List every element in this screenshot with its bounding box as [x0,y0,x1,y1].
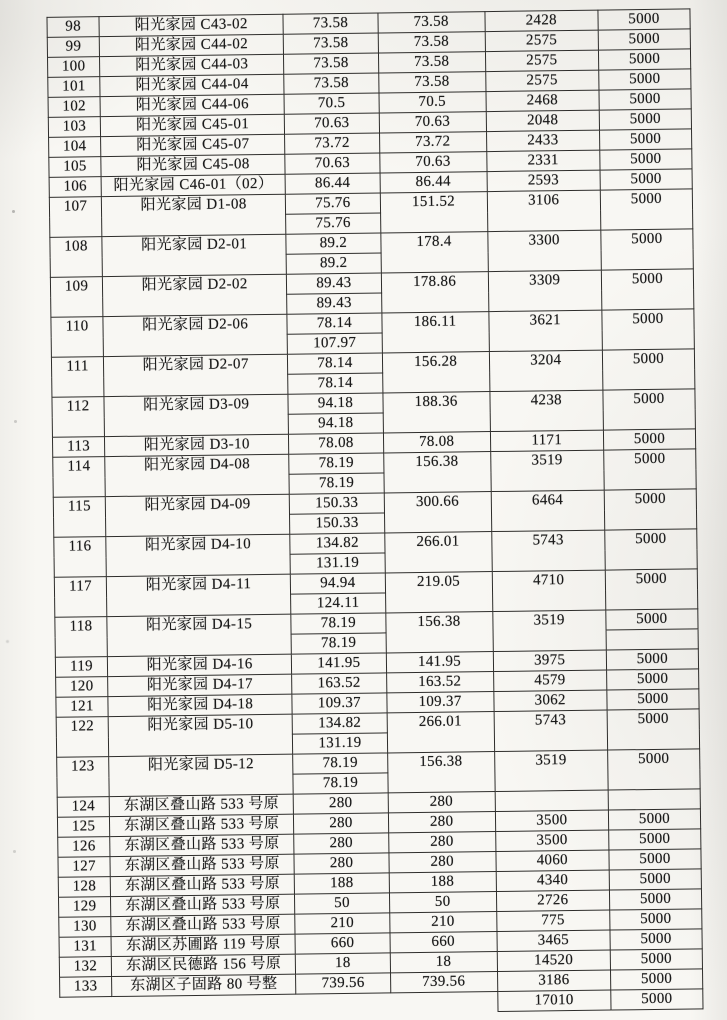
cell-no: 125 [57,817,109,838]
cell-area: 78.19 [291,613,385,634]
cell-deposit: 5000 [604,489,697,530]
cell-deposit: 5000 [600,189,693,230]
cell-total: 73.58 [378,52,485,73]
cell-no: 111 [51,357,104,398]
cell-area: 150.33 [290,493,384,514]
cell-name: 东湖区叠山路 533 号原 [111,914,296,936]
cell-deposit: 5000 [607,689,699,710]
cell-total: 178.4 [380,232,488,273]
cell-area: 73.58 [284,73,378,94]
cell-name: 阳光家园 D4-15 [107,614,292,656]
cell-deposit: 5000 [610,969,702,990]
cell-no: 116 [54,537,107,578]
cell-name: 阳光家园 D4-18 [108,694,293,716]
cell-price: 3519 [492,610,606,651]
cell-name: 阳光家园 D3-10 [105,434,290,456]
cell-total: 18 [390,952,497,973]
cell-no: 99 [47,37,99,58]
cell-area: 94.94 [291,573,385,594]
table-body [47,9,703,1017]
cell-deposit: 5000 [603,429,695,450]
cell-deposit: 5000 [599,89,691,110]
cell-area-2: 131.19 [290,553,384,574]
cell-area: 210 [295,913,389,934]
cell-total: 280 [388,792,495,813]
cell-deposit: 5000 [598,9,690,30]
cell-no: 120 [56,677,108,698]
cell-price: 5743 [494,710,608,751]
cell-total: 163.52 [386,672,493,693]
cell-total: 266.01 [387,712,495,753]
cell-area: 94.18 [288,393,382,414]
cell-area: 280 [294,853,388,874]
cell-name: 东湖区叠山路 533 号原 [110,814,295,836]
cell-name: 东湖区叠山路 533 号原 [111,894,296,916]
cell-name: 东湖区叠山路 533 号原 [109,794,294,816]
cell-deposit: 5000 [610,909,702,930]
cell-no: 130 [59,917,111,938]
cell-name: 阳光家园 D5-10 [108,714,293,756]
cell-price: 4340 [496,870,609,891]
cell-price: 2428 [485,10,598,31]
cell-deposit: 5000 [606,669,698,690]
cell-area: 70.63 [285,153,379,174]
cell-total: 50 [389,892,496,913]
cell-name: 阳光家园 C45-07 [101,134,286,156]
cell-price: 3621 [489,310,603,351]
cell-area: 78.19 [293,753,387,774]
cell-price: 2575 [485,30,598,51]
cell-area: 739.56 [296,973,390,994]
cell-total: 73.72 [379,132,486,153]
cell-name: 阳光家园 D5-12 [109,754,294,796]
cell-area: 70.5 [284,93,378,114]
cell-name: 阳光家园 D4-08 [105,454,290,496]
cell-deposit: 5000 [609,869,701,890]
cell-total: 219.05 [385,572,493,613]
cell-area: 280 [294,813,388,834]
cell-price: 775 [496,910,609,931]
deposit-lower-empty [606,629,697,649]
cell-name: 阳光家园 C45-08 [101,154,286,176]
cell-total: 280 [388,832,495,853]
cell-name: 东湖区子固路 80 号整 [112,974,297,996]
cell-no: 131 [59,937,111,958]
cell-name: 东湖区叠山路 533 号原 [110,874,295,896]
cell-price: 3300 [487,230,601,271]
cell-total: 73.58 [377,12,484,33]
cell-price: 3062 [493,690,606,711]
cell-area-2: 150.33 [290,513,384,534]
cell-deposit: 5000 [600,169,692,190]
cell-total: 141.95 [386,652,493,673]
cell-area: 73.58 [284,33,378,54]
cell-no: 132 [59,957,111,978]
cell-price: 2726 [496,890,609,911]
cell-price: 1171 [490,430,603,451]
cell-price: 4238 [490,390,604,431]
cell-area: 50 [295,893,389,914]
cell-name: 阳光家园 C45-01 [100,114,285,136]
cell-total: 78.08 [383,432,490,453]
cell-price: 3204 [489,350,603,391]
cell-price: 6464 [491,490,605,531]
cell-area-2: 94.18 [289,413,383,434]
cell-total: 188.36 [382,392,490,433]
cell-name: 阳光家园 C44-06 [100,94,285,116]
cell-no: 109 [50,277,103,318]
cell-area: 89.43 [287,273,381,294]
cell-area-2: 78.19 [293,773,387,794]
cell-area-2: 89.43 [287,293,381,314]
cell-area: 18 [296,953,390,974]
cell-no: 126 [58,837,110,858]
cell-total: 156.38 [383,452,491,493]
cell-no: 117 [54,577,107,618]
cell-total: 70.63 [379,152,486,173]
cell-price: 3519 [490,450,604,491]
cell-no: 124 [57,797,109,818]
cell-total: 186.11 [381,312,489,353]
cell-deposit: 5000 [610,949,702,970]
cell-total: 86.44 [380,172,487,193]
cell-price: 3975 [493,650,606,671]
cell-price: 3465 [497,930,610,951]
cell-no: 107 [49,197,102,238]
cell-area: 109.37 [292,693,386,714]
cell-name: 阳光家园 C44-03 [100,54,285,76]
cell-deposit [606,609,699,650]
scan-artifact [12,210,15,213]
cell-price: 3106 [487,190,601,231]
cell-no: 114 [53,457,106,498]
cell-price: 2468 [486,90,599,111]
cell-no: 110 [51,317,104,358]
cell-deposit: 5000 [606,649,698,670]
cell-area-2: 78.19 [289,473,383,494]
cell-area: 188 [295,873,389,894]
cell-deposit: 5000 [602,309,695,350]
cell-name: 阳光家园 D1-08 [101,194,286,236]
cell-name: 阳光家园 D4-16 [107,654,292,676]
cell-deposit [608,789,700,810]
cell-name: 东湖区苏圃路 119 号原 [111,934,296,956]
cell-no: 100 [48,57,100,78]
cell-no: 113 [52,437,104,458]
cell-name: 阳光家园 C43-02 [99,14,284,36]
cell-total: 156.38 [385,612,493,653]
cell-area-2: 107.97 [288,333,382,354]
cell-deposit: 5000 [608,829,700,850]
cell-no: 121 [56,697,108,718]
cell-deposit: 5000 [599,69,691,90]
cell-no: 123 [57,757,110,798]
cell-name: 阳光家园 D4-10 [106,534,291,576]
cell-area-2: 78.14 [288,373,382,394]
cell-deposit: 5000 [599,129,691,150]
cell-deposit: 5000 [609,889,701,910]
cell-no: 112 [52,397,105,438]
cell-area: 73.58 [283,13,377,34]
cell-deposit: 5000 [605,569,698,610]
cell-deposit: 5000 [598,49,690,70]
cell-no: 118 [55,617,108,658]
cell-name: 东湖区民德路 156 号原 [111,954,296,976]
cell-total: 188 [389,872,496,893]
deposit-upper: 5000 [606,609,697,630]
cell-name: 阳光家园 D2-02 [102,274,287,316]
cell-name: 阳光家园 D2-01 [102,234,287,276]
cell-price: 4579 [493,670,606,691]
cell-total: 70.63 [379,112,486,133]
cell-deposit: 5000 [609,849,701,870]
cell-total: 300.66 [384,492,492,533]
cell-deposit: 5000 [607,709,700,750]
cell-total: 280 [388,852,495,873]
cell-deposit: 5000 [607,749,700,790]
cell-deposit: 5000 [611,989,703,1010]
cell-price: 2433 [486,130,599,151]
cell-deposit: 5000 [604,449,697,490]
cell-area-2: 78.19 [291,633,385,654]
cell-price: 2331 [486,150,599,171]
cell-area: 73.58 [284,53,378,74]
cell-no: 101 [48,77,100,98]
cell-no: 133 [60,977,112,998]
cell-price: 2048 [486,110,599,131]
cell-price: 3186 [497,970,610,991]
cell-name: 阳光家园 C44-02 [99,34,284,56]
cell-price: 3519 [494,750,608,791]
cell-price: 3500 [495,810,608,831]
cell-no: 127 [58,857,110,878]
cell-area-2: 124.11 [291,593,385,614]
cell-price: 3309 [488,270,602,311]
cell-area: 78.14 [288,353,382,374]
cell-no: 105 [49,157,101,178]
cell-total: 280 [388,812,495,833]
cell-total: 73.58 [378,72,485,93]
cell-no: 119 [55,657,107,678]
cell-deposit: 5000 [601,269,694,310]
cell-price: 2575 [485,70,598,91]
cell-total: 70.5 [378,92,485,113]
cell-deposit: 5000 [598,29,690,50]
cell-name: 阳光家园 D2-06 [103,314,288,356]
cell-area-2: 75.76 [286,213,380,234]
cell-no: 104 [49,137,101,158]
cell-price: 2575 [485,50,598,71]
cell-price: 5743 [491,530,605,571]
cell-name: 阳光家园 D2-07 [104,354,289,396]
cell-deposit: 5000 [603,389,696,430]
cell-total: 178.86 [381,272,489,313]
cell-total: 266.01 [384,532,492,573]
cell-area: 89.2 [286,233,380,254]
cell-area: 660 [295,933,389,954]
cell-name: 阳光家园 D3-09 [104,394,289,436]
cell-area: 78.08 [289,433,383,454]
cell-deposit: 5000 [602,349,695,390]
cell-no: 106 [49,177,101,198]
cell-price: 4710 [492,570,606,611]
cell-name: 阳光家园 D4-11 [106,574,291,616]
cell-area: 280 [294,793,388,814]
cell-name: 东湖区叠山路 533 号原 [110,854,295,876]
cell-total: 109.37 [386,692,493,713]
cell-deposit: 5000 [600,149,692,170]
cell-area: 73.72 [285,133,379,154]
cell-no: 128 [58,877,110,898]
cell-area: 70.63 [285,113,379,134]
cell-price: 4060 [496,850,609,871]
cell-deposit: 5000 [605,529,698,570]
cell-total: 156.28 [382,352,490,393]
cell-area: 141.95 [292,653,386,674]
cell-deposit: 5000 [608,809,700,830]
cell-deposit: 5000 [610,929,702,950]
cell-area: 163.52 [292,673,386,694]
cell-total: 210 [389,912,496,933]
cell-area: 78.19 [289,453,383,474]
cell-area-2: 89.2 [286,253,380,274]
cell-area-2: 131.19 [293,733,387,754]
cell-no: 103 [48,117,100,138]
cell-deposit: 5000 [599,109,691,130]
cell-area: 86.44 [285,173,379,194]
cell-area: 134.82 [290,533,384,554]
cell-no: 115 [53,497,106,538]
cell-deposit: 5000 [601,229,694,270]
cell-area: 75.76 [286,193,380,214]
cell-area: 78.14 [287,313,381,334]
cell-price: 2593 [487,170,600,191]
cell-name: 阳光家园 D4-09 [105,494,290,536]
cell-total: 739.56 [390,972,497,993]
cell-name: 阳光家园 D4-17 [108,674,293,696]
cell-total: 151.52 [380,192,488,233]
table-wrapper [46,8,703,1017]
cell-total: 660 [389,932,496,953]
cell-ghost [60,992,498,1018]
cell-total: 73.58 [378,32,485,53]
cell-area: 280 [294,833,388,854]
cell-name: 东湖区叠山路 533 号原 [110,834,295,856]
cell-price: 3500 [495,830,608,851]
cell-price [495,790,608,811]
cell-no: 98 [47,17,99,38]
cell-no: 122 [56,717,109,758]
cell-no: 108 [50,237,103,278]
cell-no: 102 [48,97,100,118]
cell-price: 14520 [497,950,610,971]
cell-area: 134.82 [292,713,386,734]
cell-total: 156.38 [387,752,495,793]
cell-no: 129 [58,897,110,918]
cell-name: 阳光家园 C44-04 [100,74,285,96]
cell-price: 17010 [497,990,610,1011]
cell-name: 阳光家园 C46-01（02） [101,174,286,196]
fee-schedule-table [46,8,703,1017]
